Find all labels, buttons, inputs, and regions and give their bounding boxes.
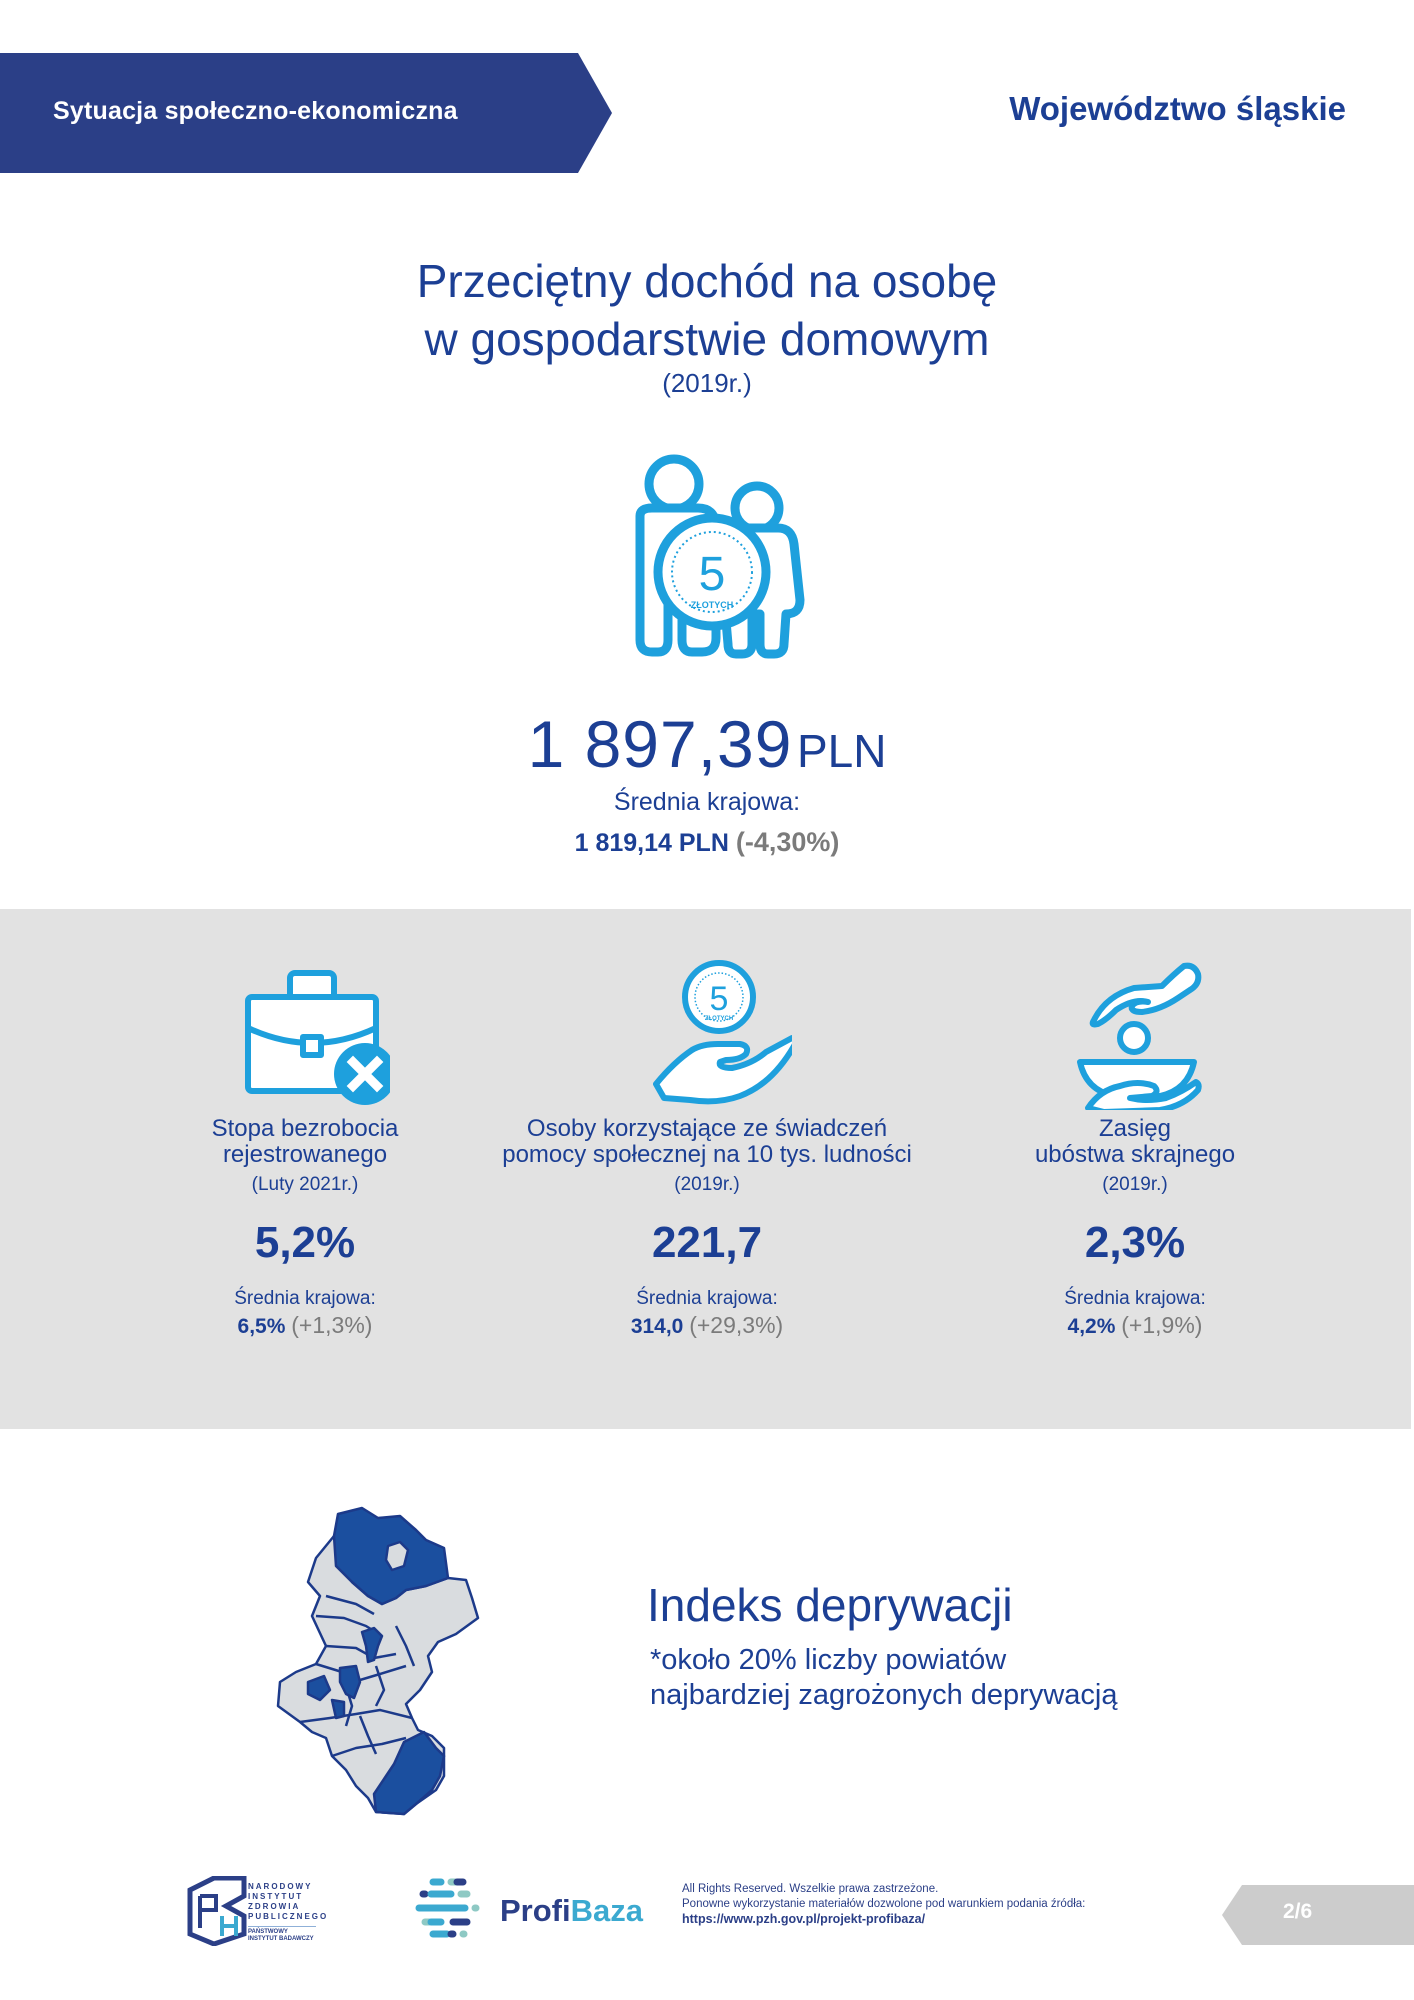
deprivation-title: Indeks deprywacji (647, 1579, 1013, 1631)
indicator-value: 221,7 (651, 1218, 763, 1267)
indicator-avg-line (160, 1312, 450, 1339)
deprivation-map (256, 1486, 496, 1816)
indicator-social-assistance (462, 940, 952, 1339)
indicator-title-line1: Stopa bezrobocia (211, 1115, 399, 1142)
indicator-value: 5,2% (254, 1218, 356, 1267)
briefcase-x-icon (220, 940, 390, 1110)
income-title-line2: w gospodarstwie domowym (424, 313, 990, 365)
indicator-title-line1: Zasięg (1098, 1115, 1172, 1142)
indicator-avg-label: Średnia krajowa: (234, 1288, 376, 1309)
income-value-unit: PLN (796, 725, 887, 777)
svg-text:ZŁOTYCH: ZŁOTYCH (690, 600, 734, 610)
indicator-title-line1: Osoby korzystające ze świadczeń (526, 1115, 888, 1142)
indicator-avg-value: 314,0 (630, 1315, 684, 1338)
svg-text:ZŁOTYCH: ZŁOTYCH (704, 1016, 734, 1022)
indicator-year: (2019r.) (674, 1174, 740, 1195)
region-title: Województwo śląskie (1009, 90, 1346, 127)
indicator-avg-value: 6,5% (237, 1315, 286, 1338)
indicator-title-line2: rejestrowanego (222, 1141, 388, 1168)
section-banner-label: Sytuacja społeczno-ekonomiczna (53, 97, 458, 125)
footer-reuse: Ponowne wykorzystanie materiałów dozwolone pod warunkiem podania źródła: (682, 1898, 1086, 1910)
profibaza-logo-icon (413, 1876, 483, 1942)
pzh-logo-subtitle: PAŃSTWOWY INSTYTUT BADAWCZY (248, 1926, 316, 1943)
indicator-avg-value: 4,2% (1067, 1315, 1116, 1338)
income-avg-value: 1 819,14 PLN (574, 829, 729, 857)
svg-text:5: 5 (709, 980, 729, 1018)
pzh-logo-text: NARODOWY INSTYTUT ZDROWIA PUBLICZNEGO (248, 1882, 329, 1921)
income-avg-line (0, 827, 1414, 858)
indicator-avg-line (1000, 1312, 1270, 1339)
income-title (0, 252, 1414, 368)
svg-text:5: 5 (698, 548, 726, 601)
indicator-extreme-poverty (1000, 940, 1270, 1339)
deprivation-note-line1: *około 20% liczby powiatów (650, 1644, 1007, 1676)
hands-bowl-icon (1050, 940, 1220, 1110)
family-coin-icon (612, 448, 812, 660)
deprivation-note (650, 1643, 1117, 1713)
indicator-value: 2,3% (1084, 1218, 1186, 1267)
indicator-title-line2: ubóstwa skrajnego (1034, 1141, 1236, 1168)
indicator-year: (Luty 2021r.) (251, 1174, 359, 1195)
hand-coin-icon (622, 940, 792, 1110)
page-number-badge (1222, 1885, 1414, 1945)
income-value (0, 706, 1414, 782)
income-year: (2019r.) (662, 368, 752, 398)
deprivation-note-line2: najbardziej zagrożonych deprywacją (650, 1679, 1118, 1711)
income-value-number: 1 897,39 (527, 707, 793, 781)
profibaza-logo-text: ProfiBaza (500, 1893, 643, 1928)
page-number: 2/6 (1283, 1900, 1313, 1923)
indicator-title-line2: pomocy społecznej na 10 tys. ludności (502, 1141, 912, 1168)
indicator-unemployment (160, 940, 450, 1339)
footer-note (682, 1882, 1085, 1927)
income-title-line1: Przeciętny dochód na osobę (416, 255, 998, 307)
indicator-avg-label: Średnia krajowa: (636, 1288, 778, 1309)
indicator-avg-label: Średnia krajowa: (1064, 1288, 1206, 1309)
footer-rights: All Rights Reserved. Wszelkie prawa zastrzeżone. (682, 1883, 939, 1895)
indicator-avg-line (462, 1312, 952, 1339)
indicator-avg-diff: (+1,3%) (291, 1312, 373, 1338)
income-avg-label: Średnia krajowa: (613, 788, 801, 816)
indicator-year: (2019r.) (1102, 1174, 1168, 1195)
indicator-avg-diff: (+1,9%) (1121, 1312, 1203, 1338)
income-avg-diff: (-4,30%) (735, 827, 840, 857)
indicator-avg-diff: (+29,3%) (689, 1312, 784, 1338)
footer-url-link[interactable]: https://www.pzh.gov.pl/projekt-profibaza/ (682, 1912, 926, 1926)
